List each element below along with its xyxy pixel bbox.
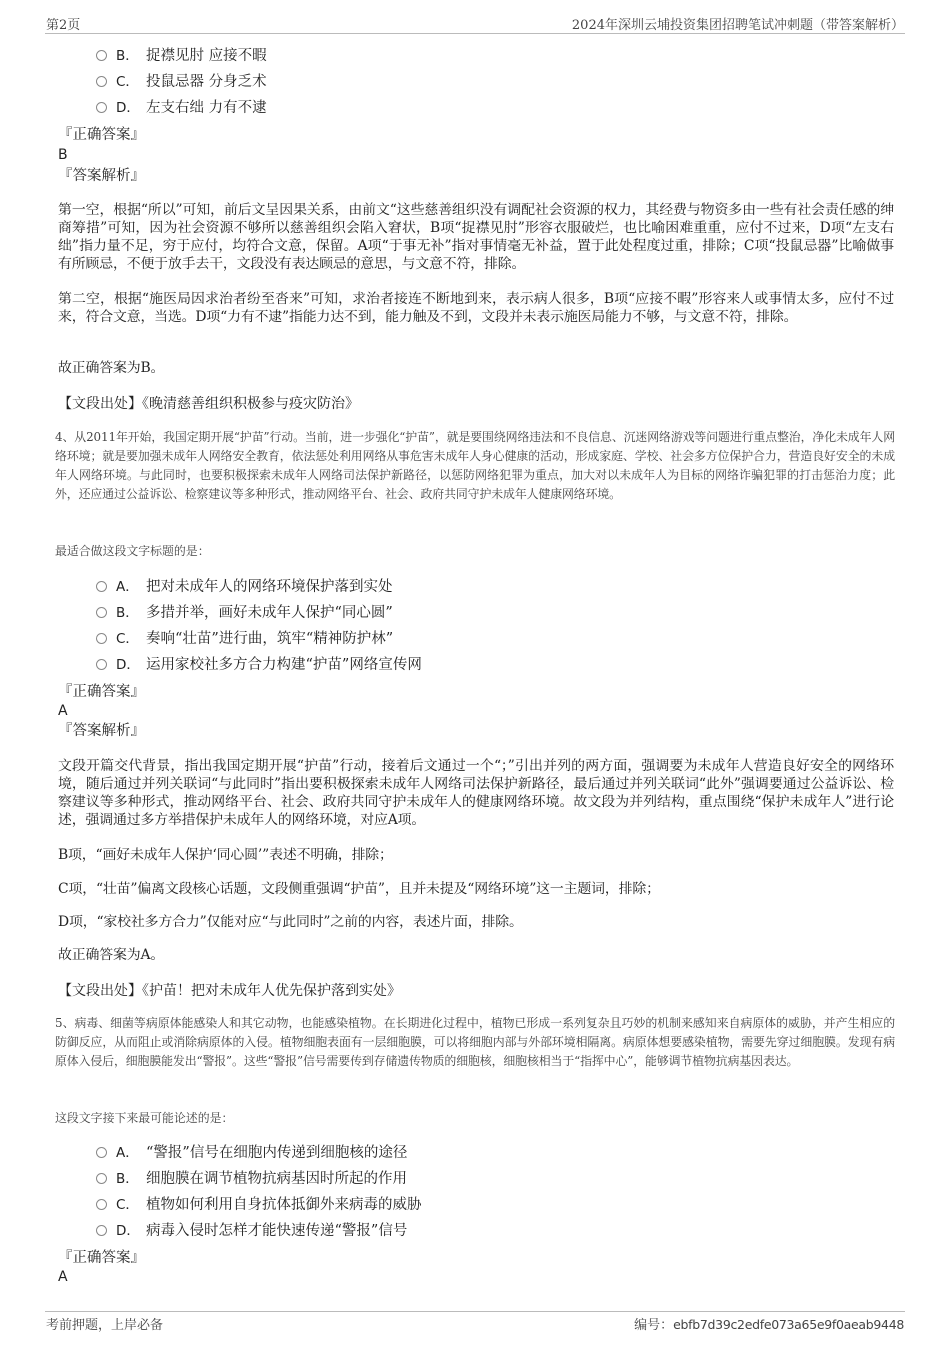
radio-icon[interactable] — [96, 1173, 107, 1184]
page-header — [0, 0, 950, 34]
q5-answer-label: 『正确答案』 — [58, 1250, 145, 1266]
q5-option-d[interactable]: D． 病毒入侵时怎样才能快速传递“警报”信号 — [96, 1221, 407, 1241]
radio-icon[interactable] — [96, 581, 107, 592]
q5-option-a[interactable]: A． “警报”信号在细胞内传递到细胞核的途径 — [96, 1143, 407, 1163]
document-title: 2024年深圳云埔投资集团招聘笔试冲刺题（带答案解析） — [571, 18, 904, 33]
q4-option-d[interactable]: D． 运用家校社多方合力构建“护苗”网络宣传网 — [96, 655, 422, 675]
q4-option-a[interactable]: A． 把对未成年人的网络环境保护落到实处 — [96, 577, 393, 597]
radio-icon[interactable] — [96, 1147, 107, 1158]
q4-analysis-label: 『答案解析』 — [58, 723, 145, 739]
q4-analysis-paragraph: D项，“家校社多方合力”仅能对应“与此同时”之前的内容，表述片面，排除。 — [58, 914, 523, 930]
q3-answer: B — [58, 147, 68, 163]
footer-slogan: 考前押题，上岸必备 — [46, 1318, 164, 1333]
q3-analysis-paragraph: 第二空，根据“施医局因求治者纷至沓来”可知，求治者接连不断地到来，表示病人很多，B项“应接不暇”形容来人或事情太多，应付不过来，符合文意，当选。D项“力有不逮”指能力达不到，能力触及不到，文段并未表示施医局能力不够，与文意不符，排除。 — [58, 291, 894, 325]
q4-stem: 4、从2011年开始，我国定期开展“护苗”行动。当前，进一步强化“护苗”，就是要围绕网络违法和不良信息、沉迷网络游戏等问题进行重点整治，净化未成年人网络环境；就是要加强未成年人网络安全教育，依法惩处利用网络从事危害未成年人身心健康的活动，形成家庭、学校、社会多方位保护合力，营造良好安全的未成年人网络环境。与此同时，也要积极探索未成年人网络司法保护新路径，以惩防网络犯罪为重点，加大对以未成年人为目标的网络诈骗犯罪的打击惩治力度；此外，还应通过公益诉讼、检察建议等多种形式，推动网络平台、社会、政府共同守护未成年人健康网络环境。 — [55, 430, 895, 501]
q5-prompt: 这段文字接下来最可能论述的是： — [55, 1111, 234, 1125]
q4-conclusion: 故正确答案为A。 — [58, 947, 165, 963]
footer-divider — [45, 1311, 905, 1312]
footer-code-value: ebfb7d39c2edfe073a65e9f0aeab9448 — [673, 1317, 904, 1332]
q3-conclusion: 故正确答案为B。 — [58, 360, 165, 376]
q3-option-b[interactable]: B． 捉襟见肘 应接不暇 — [96, 46, 267, 66]
q3-analysis-paragraph: 第一空，根据“所以”可知，前后文呈因果关系，由前文“这些慈善组织没有调配社会资源的权力，其经费与物资多由一些有社会责任感的绅商筹措”可知，因为社会资源不够所以慈善组织会陷入窘状，B项“捉襟见肘”形容衣服破烂，也比喻困难重重，应付不过来，D项“左支右绌”指力量不足，穷于应付，均符合文意，保留。A项“于事无补”指对事情毫无补益，置于此处程度过重，排除；C项“投鼠忌器”比喻做事有所顾忌，不便于放手去干，文段没有表达顾忌的意思，与文意不符，排除。 — [58, 202, 894, 272]
radio-icon[interactable] — [96, 659, 107, 670]
radio-icon[interactable] — [96, 1199, 107, 1210]
footer-code — [634, 1314, 904, 1333]
q3-option-d[interactable]: D． 左支右绌 力有不逮 — [96, 98, 267, 118]
q4-answer-label: 『正确答案』 — [58, 684, 145, 700]
radio-icon[interactable] — [96, 102, 107, 113]
q3-option-c[interactable]: C． 投鼠忌器 分身乏术 — [96, 72, 267, 92]
radio-icon[interactable] — [96, 607, 107, 618]
radio-icon[interactable] — [96, 76, 107, 87]
q4-analysis-paragraph: C项，“壮苗”偏离文段核心话题，文段侧重强调“护苗”，且并未提及“网络环境”这一主题词，排除； — [58, 881, 660, 897]
q4-answer: A — [58, 703, 68, 719]
footer-code-label: 编号： — [634, 1318, 674, 1333]
q3-source: 【文段出处】《晚清慈善组织积极参与疫灾防治》 — [58, 396, 359, 412]
q4-source: 【文段出处】《护苗！把对未成年人优先保护落到实处》 — [58, 983, 401, 999]
q4-option-c[interactable]: C． 奏响“壮苗”进行曲，筑牢“精神防护林” — [96, 629, 393, 649]
q5-answer: A — [58, 1269, 68, 1285]
header-divider — [45, 33, 905, 34]
q3-answer-label: 『正确答案』 — [58, 127, 145, 143]
q4-option-b[interactable]: B． 多措并举，画好未成年人保护“同心圆” — [96, 603, 393, 623]
q4-prompt: 最适合做这段文字标题的是： — [55, 544, 210, 558]
q5-option-b[interactable]: B． 细胞膜在调节植物抗病基因时所起的作用 — [96, 1169, 407, 1189]
q3-analysis-label: 『答案解析』 — [58, 168, 145, 184]
radio-icon[interactable] — [96, 50, 107, 61]
page-number: 第2页 — [46, 18, 81, 33]
q5-stem: 5、病毒、细菌等病原体能感染人和其它动物，也能感染植物。在长期进化过程中，植物已形成一系列复杂且巧妙的机制来感知来自病原体的威胁，并产生相应的防御反应，从而阻止或消除病原体的入侵。植物细胞表面有一层细胞膜，可以将细胞内部与外部环境相隔离。病原体想要感染植物，需要先穿过细胞膜。发现有病原体入侵后，细胞膜能发出“警报”。这些“警报”信号需要传到存储遗传物质的细胞核，细胞核相当于“指挥中心”，能够调节植物抗病基因表达。 — [55, 1016, 895, 1068]
radio-icon[interactable] — [96, 1225, 107, 1236]
q5-option-c[interactable]: C． 植物如何利用自身抗体抵御外来病毒的威胁 — [96, 1195, 422, 1215]
q4-analysis-paragraph: 文段开篇交代背景，指出我国定期开展“护苗”行动，接着后文通过一个“；”引出并列的两方面，强调要为未成年人营造良好安全的网络环境，随后通过并列关联词“与此同时”指出要积极探索未成年人网络司法保护新路径，最后通过并列关联词“此外”强调要通过公益诉讼、检察建议等多种形式，推动网络平台、社会、政府共同守护未成年人的健康网络环境。故文段为并列结构，重点围绕“保护未成年人”进行论述，强调通过多方举措保护未成年人的网络环境，对应A项。 — [58, 758, 894, 828]
radio-icon[interactable] — [96, 633, 107, 644]
q4-analysis-paragraph: B项，“画好未成年人保护‘同心圆’”表述不明确，排除； — [58, 847, 393, 863]
